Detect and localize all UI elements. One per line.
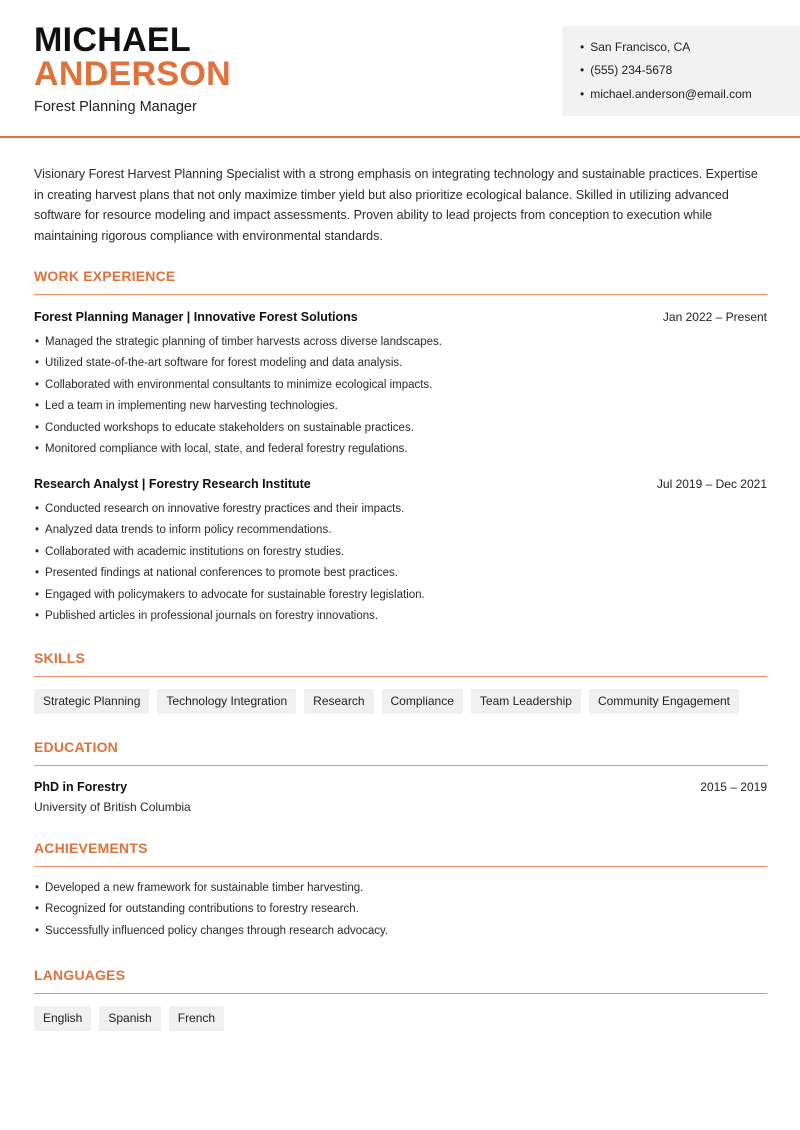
skill-tag: Team Leadership <box>471 689 581 714</box>
skill-tag: Technology Integration <box>157 689 296 714</box>
list-item: • Recognized for outstanding contributions to forestry research. <box>34 899 388 920</box>
language-tag: French <box>169 1006 224 1031</box>
section-divider <box>34 993 767 994</box>
list-item: • Successfully influenced policy changes through research advocacy. <box>34 921 388 942</box>
contact-location: • San Francisco, CA <box>580 40 690 54</box>
list-item: • Led a team in implementing new harvesting technologies. <box>34 396 442 417</box>
contact-box <box>562 26 800 116</box>
section-divider <box>34 765 767 766</box>
skills-tags <box>34 689 739 714</box>
section-divider <box>34 866 767 867</box>
list-item: • Engaged with policymakers to advocate for sustainable forestry legislation. <box>34 585 425 606</box>
section-divider <box>34 676 767 677</box>
job-bullets <box>34 499 425 627</box>
skill-tag: Research <box>304 689 373 714</box>
section-title-skills: SKILLS <box>34 650 85 666</box>
job-dates: Jan 2022 – Present <box>662 310 767 324</box>
language-tag: Spanish <box>99 1006 160 1031</box>
skill-tag: Compliance <box>382 689 463 714</box>
list-item: • Monitored compliance with local, state, and federal forestry regulations. <box>34 439 442 460</box>
section-title-languages: LANGUAGES <box>34 967 126 983</box>
section-title-achievements: ACHIEVEMENTS <box>34 840 148 856</box>
degree: PhD in Forestry <box>34 780 128 794</box>
skill-tag: Strategic Planning <box>34 689 149 714</box>
list-item: • Collaborated with academic institutions on forestry studies. <box>34 542 425 563</box>
job-bullets <box>34 332 442 460</box>
education-dates: 2015 – 2019 <box>700 780 767 794</box>
job-title: Forest Planning Manager <box>34 99 197 115</box>
last-name: ANDERSON <box>34 55 231 93</box>
list-item: • Analyzed data trends to inform policy recommendations. <box>34 520 425 541</box>
resume-header <box>0 0 800 138</box>
job-heading: Research Analyst | Forestry Research Institute <box>34 477 311 491</box>
list-item: • Utilized state-of-the-art software for forest modeling and data analysis. <box>34 353 442 374</box>
language-tag: English <box>34 1006 91 1031</box>
section-title-work: WORK EXPERIENCE <box>34 268 176 284</box>
section-title-education: EDUCATION <box>34 739 118 755</box>
list-item: • Developed a new framework for sustainable timber harvesting. <box>34 878 388 899</box>
first-name: MICHAEL <box>34 21 191 59</box>
list-item: • Presented findings at national conferences to promote best practices. <box>34 563 425 584</box>
contact-phone: • (555) 234-5678 <box>580 63 672 77</box>
list-item: • Conducted research on innovative forestry practices and their impacts. <box>34 499 425 520</box>
section-divider <box>34 294 767 295</box>
skill-tag: Community Engagement <box>589 689 739 714</box>
list-item: • Collaborated with environmental consultants to minimize ecological impacts. <box>34 375 442 396</box>
summary: Visionary Forest Harvest Planning Specialist with a strong emphasis on integrating technology and sustainable practices. Expertise in creating harvest plans that not only maximize timber yield but also prioritize ecological balance. Skilled in utilizing advanced software for resource modeling and impact assessments. Proven ability to lead projects from conception to execution while maintaining rigorous compliance with environmental standards. <box>34 167 758 243</box>
list-item: • Conducted workshops to educate stakeholders on sustainable practices. <box>34 418 442 439</box>
job-heading: Forest Planning Manager | Innovative Forest Solutions <box>34 310 358 324</box>
school: University of British Columbia <box>34 800 191 814</box>
contact-email: • michael.anderson@email.com <box>580 87 752 101</box>
language-tags <box>34 1006 224 1031</box>
job-dates: Jul 2019 – Dec 2021 <box>656 477 767 491</box>
achievement-bullets <box>34 878 388 942</box>
list-item: • Managed the strategic planning of timber harvests across diverse landscapes. <box>34 332 442 353</box>
list-item: • Published articles in professional journals on forestry innovations. <box>34 606 425 627</box>
